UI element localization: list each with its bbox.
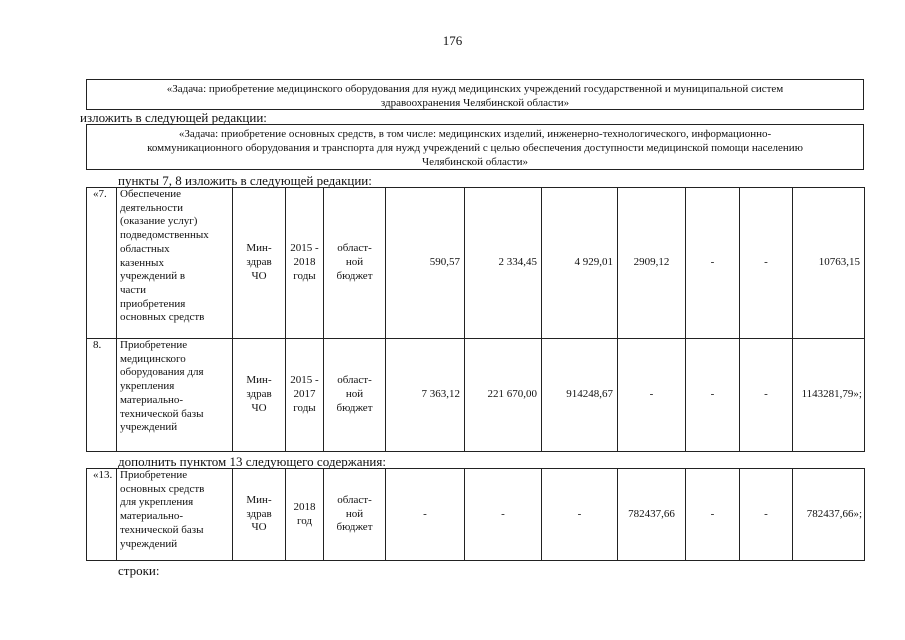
item-13-table bbox=[86, 468, 865, 561]
executor-line: ЧО bbox=[251, 401, 267, 414]
executor-line: ЧО bbox=[251, 269, 267, 282]
executor-line: Мин- bbox=[246, 374, 272, 387]
value-2020: - bbox=[740, 188, 793, 339]
value-2019: - bbox=[686, 339, 740, 452]
executor-line: ЧО bbox=[251, 521, 267, 534]
item-name-line: части bbox=[120, 283, 146, 296]
period-cell bbox=[286, 469, 324, 561]
item-name bbox=[117, 188, 233, 339]
old-task-line: «Задача: приобретение медицинского оборудования для нужд медицинских учреждений государственной и муниципальной систем bbox=[166, 83, 784, 95]
items-7-8-table bbox=[86, 187, 865, 452]
item-name-line: учреждений в bbox=[120, 270, 186, 283]
item-name-line: Приобретение bbox=[120, 339, 188, 351]
item-number: «7. bbox=[87, 188, 117, 339]
executor-cell bbox=[233, 339, 286, 452]
executor-line: Мин- bbox=[246, 242, 272, 255]
item-name-line: учреждений bbox=[120, 537, 178, 550]
period-line: годы bbox=[293, 401, 316, 414]
source-line: бюджет bbox=[336, 401, 373, 414]
item-name-line: (оказание услуг) bbox=[120, 215, 198, 228]
item-name-line: казенных bbox=[120, 256, 164, 269]
new-task-box bbox=[86, 124, 864, 170]
table-row bbox=[87, 469, 865, 561]
instruction-restate: изложить в следующей редакции: bbox=[80, 110, 267, 125]
value-2017: - bbox=[542, 469, 618, 561]
period-line: год bbox=[296, 514, 313, 527]
value-2015: 7 363,12 bbox=[386, 339, 465, 452]
executor-line: здрав bbox=[246, 256, 272, 269]
item-name-line: подведомственных bbox=[120, 229, 209, 242]
funding-source-cell bbox=[324, 339, 386, 452]
funding-source-cell bbox=[324, 188, 386, 339]
item-name bbox=[117, 469, 233, 561]
source-line: област- bbox=[337, 493, 372, 506]
value-2018: 2909,12 bbox=[618, 188, 686, 339]
new-task-line: коммуникационного оборудования и транспорта для нужд учреждений с целью обеспечения доступности медицинской помощи населению bbox=[147, 142, 803, 154]
instruction-add-item-13: дополнить пунктом 13 следующего содержания: bbox=[118, 454, 386, 469]
item-name-line: Приобретение bbox=[120, 469, 188, 481]
item-name-line: для укрепления bbox=[120, 496, 194, 509]
old-task-line: здравоохранения Челябинской области» bbox=[380, 97, 570, 109]
new-task-line: Челябинской области» bbox=[421, 156, 529, 168]
item-name-line: укрепления bbox=[120, 380, 175, 393]
item-name-line: технической базы bbox=[120, 407, 204, 420]
source-line: бюджет bbox=[336, 521, 373, 534]
item-number: «13. bbox=[87, 469, 117, 561]
funding-source-cell bbox=[324, 469, 386, 561]
item-name-line: материально- bbox=[120, 510, 184, 523]
executor-line: здрав bbox=[246, 507, 272, 520]
period-line: 2015 - bbox=[290, 374, 319, 387]
value-2018: 782437,66 bbox=[618, 469, 686, 561]
page-number: 176 bbox=[442, 33, 463, 48]
executor-cell bbox=[233, 469, 286, 561]
instruction-rows: строки: bbox=[118, 563, 160, 578]
item-name-line: деятельности bbox=[120, 201, 183, 214]
new-task-line: «Задача: приобретение основных средств, в том числе: медицинских изделий, инженерно-технологического, информационно- bbox=[178, 128, 772, 140]
value-total: 10763,15 bbox=[793, 188, 865, 339]
item-name-line: основных средств bbox=[120, 482, 205, 495]
period-cell bbox=[286, 339, 324, 452]
period-line: годы bbox=[293, 269, 316, 282]
item-name bbox=[117, 339, 233, 452]
value-total: 782437,66»; bbox=[793, 469, 865, 561]
value-2017: 914248,67 bbox=[542, 339, 618, 452]
source-line: област- bbox=[337, 242, 372, 255]
value-2015: - bbox=[386, 469, 465, 561]
period-line: 2015 - bbox=[290, 242, 319, 255]
table-row bbox=[87, 339, 865, 452]
source-line: област- bbox=[337, 374, 372, 387]
instruction-items-7-8: пункты 7, 8 изложить в следующей редакции: bbox=[118, 173, 372, 188]
value-total: 1143281,79»; bbox=[793, 339, 865, 452]
value-2020: - bbox=[740, 339, 793, 452]
value-2016: - bbox=[465, 469, 542, 561]
period-line: 2017 bbox=[293, 388, 316, 401]
period-cell bbox=[286, 188, 324, 339]
item-name-line: приобретения bbox=[120, 297, 186, 310]
value-2016: 221 670,00 bbox=[465, 339, 542, 452]
source-line: ной bbox=[345, 388, 364, 401]
value-2015: 590,57 bbox=[386, 188, 465, 339]
item-name-line: основных средств bbox=[120, 311, 205, 324]
item-name-line: технической базы bbox=[120, 523, 204, 536]
item-number: 8. bbox=[87, 339, 117, 452]
item-name-line: материально- bbox=[120, 393, 184, 406]
item-name-line: медицинского bbox=[120, 352, 186, 365]
executor-line: Мин- bbox=[246, 493, 272, 506]
item-name-line: Обеспечение bbox=[120, 188, 181, 200]
item-name-line: областных bbox=[120, 242, 170, 255]
item-name-line: оборудования для bbox=[120, 366, 204, 379]
item-name-line: учреждений bbox=[120, 421, 178, 434]
period-line: 2018 bbox=[293, 500, 316, 513]
value-2019: - bbox=[686, 188, 740, 339]
value-2020: - bbox=[740, 469, 793, 561]
executor-line: здрав bbox=[246, 388, 272, 401]
value-2019: - bbox=[686, 469, 740, 561]
executor-cell bbox=[233, 188, 286, 339]
table-row bbox=[87, 188, 865, 339]
value-2017: 4 929,01 bbox=[542, 188, 618, 339]
old-task-box bbox=[86, 79, 864, 110]
source-line: ной bbox=[345, 507, 364, 520]
source-line: бюджет bbox=[336, 269, 373, 282]
value-2018: - bbox=[618, 339, 686, 452]
source-line: ной bbox=[345, 256, 364, 269]
period-line: 2018 bbox=[293, 256, 316, 269]
value-2016: 2 334,45 bbox=[465, 188, 542, 339]
